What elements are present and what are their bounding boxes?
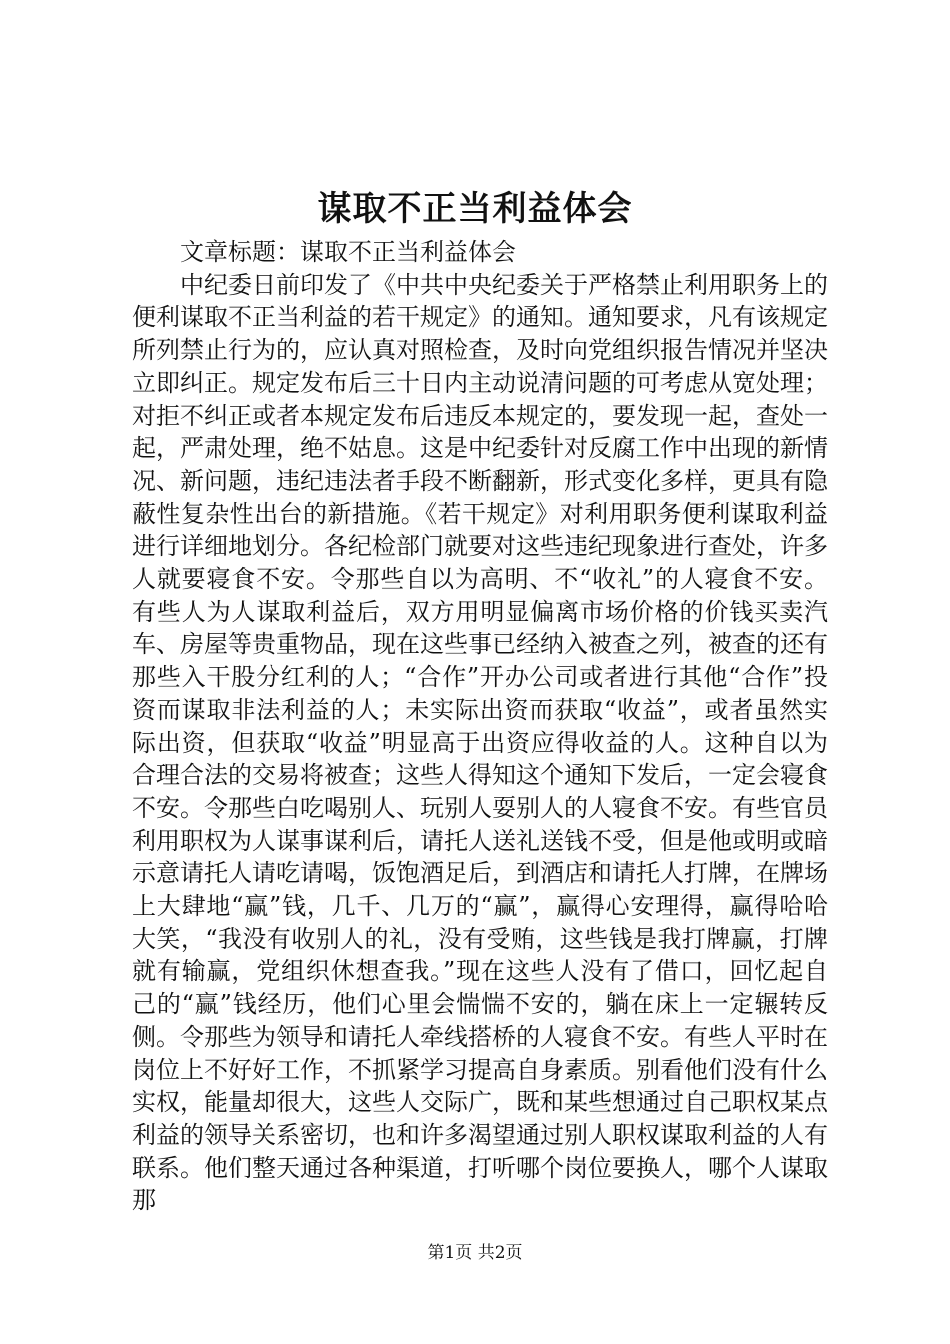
body-paragraph: 中纪委日前印发了《中共中央纪委关于严格禁止利用职务上的便利谋取不正当利益的若干规定》的通知。通知要求，凡有该规定所列禁止行为的，应认真对照检查，及时向党组织报告情况并坚决立即纠正。规定发布后三十日内主动说清问题的可考虑从宽处理；对拒不纠正或者本规定发布后违反本规定的，要发现一起，查处一起，严肃处理，绝不姑息。这是中纪委针对反腐工作中出现的新情况、新问题，违纪违法者手段不断翻新，形式变化多样，更具有隐蔽性复杂性出台的新措施。《若干规定》对利用职务便利谋取利益进行详细地划分。各纪检部门就要对这些违纪现象进行查处，许多人就要寝食不安。令那些自以为高明、不“收礼”的人寝食不安。有些人为人谋取利益后，双方用明显偏离市场价格的价钱买卖汽车、房屋等贵重物品，现在这些事已经纳入被查之列，被查的还有那些入干股分红利的人；“合作”开办公司或者进行其他“合作”投资而谋取非法利益的人；未实际出资而获取“收益”，或者虽然实际出资，但获取“收益”明显高于出资应得收益的人。这种自以为合理合法的交易将被查；这些人得知这个通知下发后，一定会寝食不安。令那些白吃喝别人、玩别人耍别人的人寝食不安。有些官员利用职权为人谋事谋利后，请托人送礼送钱不受，但是他或明或暗示意请托人请吃请喝，饭饱酒足后，到酒店和请托人打牌，在牌场上大肆地“赢”钱，几千、几万的“赢”，赢得心安理得，赢得哈哈大笑，“我没有收别人的礼，没有受贿，这些钱是我打牌赢，打牌就有输赢，党组织休想查我。”现在这些人没有了借口，回忆起自己的“赢”钱经历，他们心里会惴惴不安的，躺在床上一定辗转反侧。令那些为领导和请托人牵线搭桥的人寝食不安。有些人平时在岗位上不好好工作，不抓紧学习提高自身素质。别看他们没有什么实权，能量却很大，这些人交际广，既和某些想通过自己职权某点利益的领导关系密切，也和许多渴望通过别人职权谋取利益的人有联系。他们整天通过各种渠道，打听哪个岗位要换人，哪个人谋取那 [132, 270, 828, 1215]
subtitle-line: 文章标题：谋取不正当利益体会 [180, 238, 516, 266]
document-title: 谋取不正当利益体会 [317, 189, 633, 229]
document-body [132, 236, 828, 1217]
page-number-footer: 第1页 共2页 [427, 1243, 523, 1263]
